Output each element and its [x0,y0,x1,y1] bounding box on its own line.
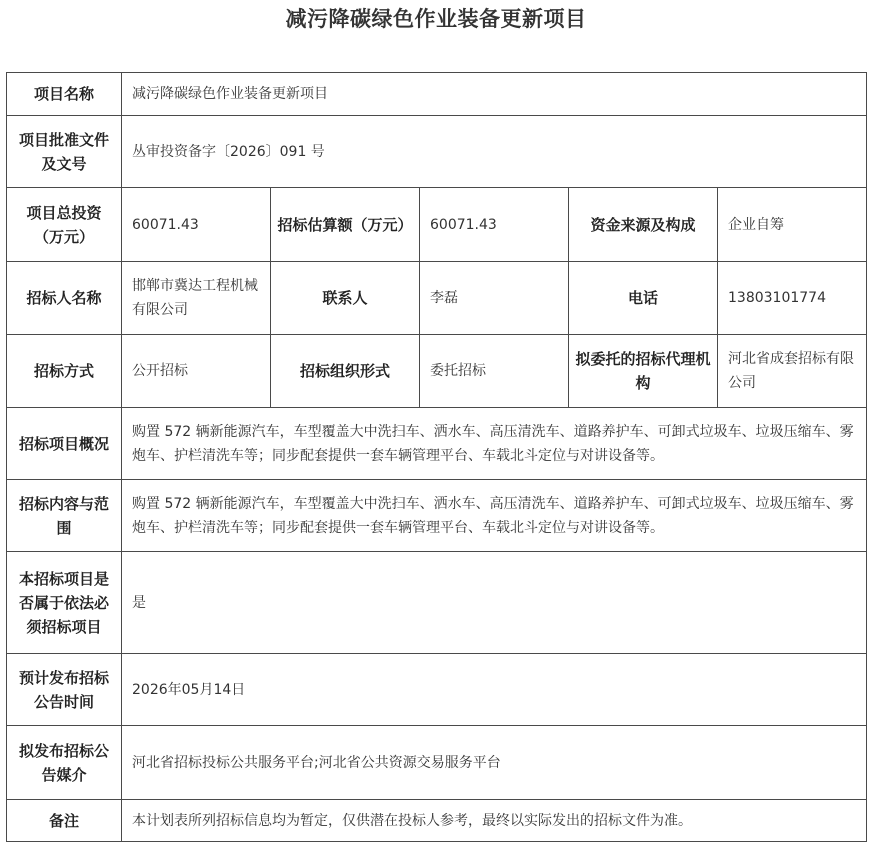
investment-value: 60071.43 [122,188,271,262]
contact-value: 李磊 [420,262,569,335]
approval-doc-value: 丛审投资备字〔2026〕091 号 [122,116,867,188]
project-info-table [6,72,867,842]
row-investment [7,188,867,262]
row-approval-doc [7,116,867,188]
publish-time-label: 预计发布招标公告时间 [7,654,122,726]
phone-value: 13803101774 [718,262,867,335]
organization-form-value: 委托招标 [420,335,569,408]
row-scope [7,480,867,552]
page-title: 减污降碳绿色作业装备更新项目 [285,7,587,31]
tenderer-label: 招标人名称 [7,262,122,335]
fund-source-label: 资金来源及构成 [569,188,718,262]
row-remark [7,800,867,842]
budget-label: 招标估算额（万元） [271,188,420,262]
scope-value: 购置 572 辆新能源汽车，车型覆盖大中洗扫车、洒水车、高压清洗车、道路养护车、可卸式垃圾车、垃圾压缩车、雾炮车、护栏清洗车等；同步配套提供一套车辆管理平台、车载北斗定位与对讲设备等。 [122,480,867,552]
agency-value: 河北省成套招标有限公司 [718,335,867,408]
overview-value: 购置 572 辆新能源汽车，车型覆盖大中洗扫车、洒水车、高压清洗车、道路养护车、可卸式垃圾车、垃圾压缩车、雾炮车、护栏清洗车等；同步配套提供一套车辆管理平台、车载北斗定位与对讲设备等。 [122,408,867,480]
media-value: 河北省招标投标公共服务平台;河北省公共资源交易服务平台 [122,726,867,800]
remark-value: 本计划表所列招标信息均为暂定，仅供潜在投标人参考，最终以实际发出的招标文件为准。 [122,800,867,842]
media-label: 拟发布招标公告媒介 [7,726,122,800]
row-media [7,726,867,800]
row-overview [7,408,867,480]
tenderer-value: 邯郸市冀达工程机械有限公司 [122,262,271,335]
row-tenderer [7,262,867,335]
scope-label: 招标内容与范围 [7,480,122,552]
row-project-name [7,73,867,116]
approval-doc-label: 项目批准文件及文号 [7,116,122,188]
budget-value: 60071.43 [420,188,569,262]
project-name-value: 减污降碳绿色作业装备更新项目 [122,73,867,116]
method-value: 公开招标 [122,335,271,408]
contact-label: 联系人 [271,262,420,335]
remark-label: 备注 [7,800,122,842]
organization-form-label: 招标组织形式 [271,335,420,408]
fund-source-value: 企业自筹 [718,188,867,262]
project-name-label: 项目名称 [7,73,122,116]
mandatory-label: 本招标项目是否属于依法必须招标项目 [7,552,122,654]
phone-label: 电话 [569,262,718,335]
row-publish-time [7,654,867,726]
investment-label: 项目总投资（万元） [7,188,122,262]
row-method [7,335,867,408]
agency-label: 拟委托的招标代理机构 [569,335,718,408]
row-mandatory [7,552,867,654]
method-label: 招标方式 [7,335,122,408]
mandatory-value: 是 [122,552,867,654]
publish-time-value: 2026年05月14日 [122,654,867,726]
overview-label: 招标项目概况 [7,408,122,480]
